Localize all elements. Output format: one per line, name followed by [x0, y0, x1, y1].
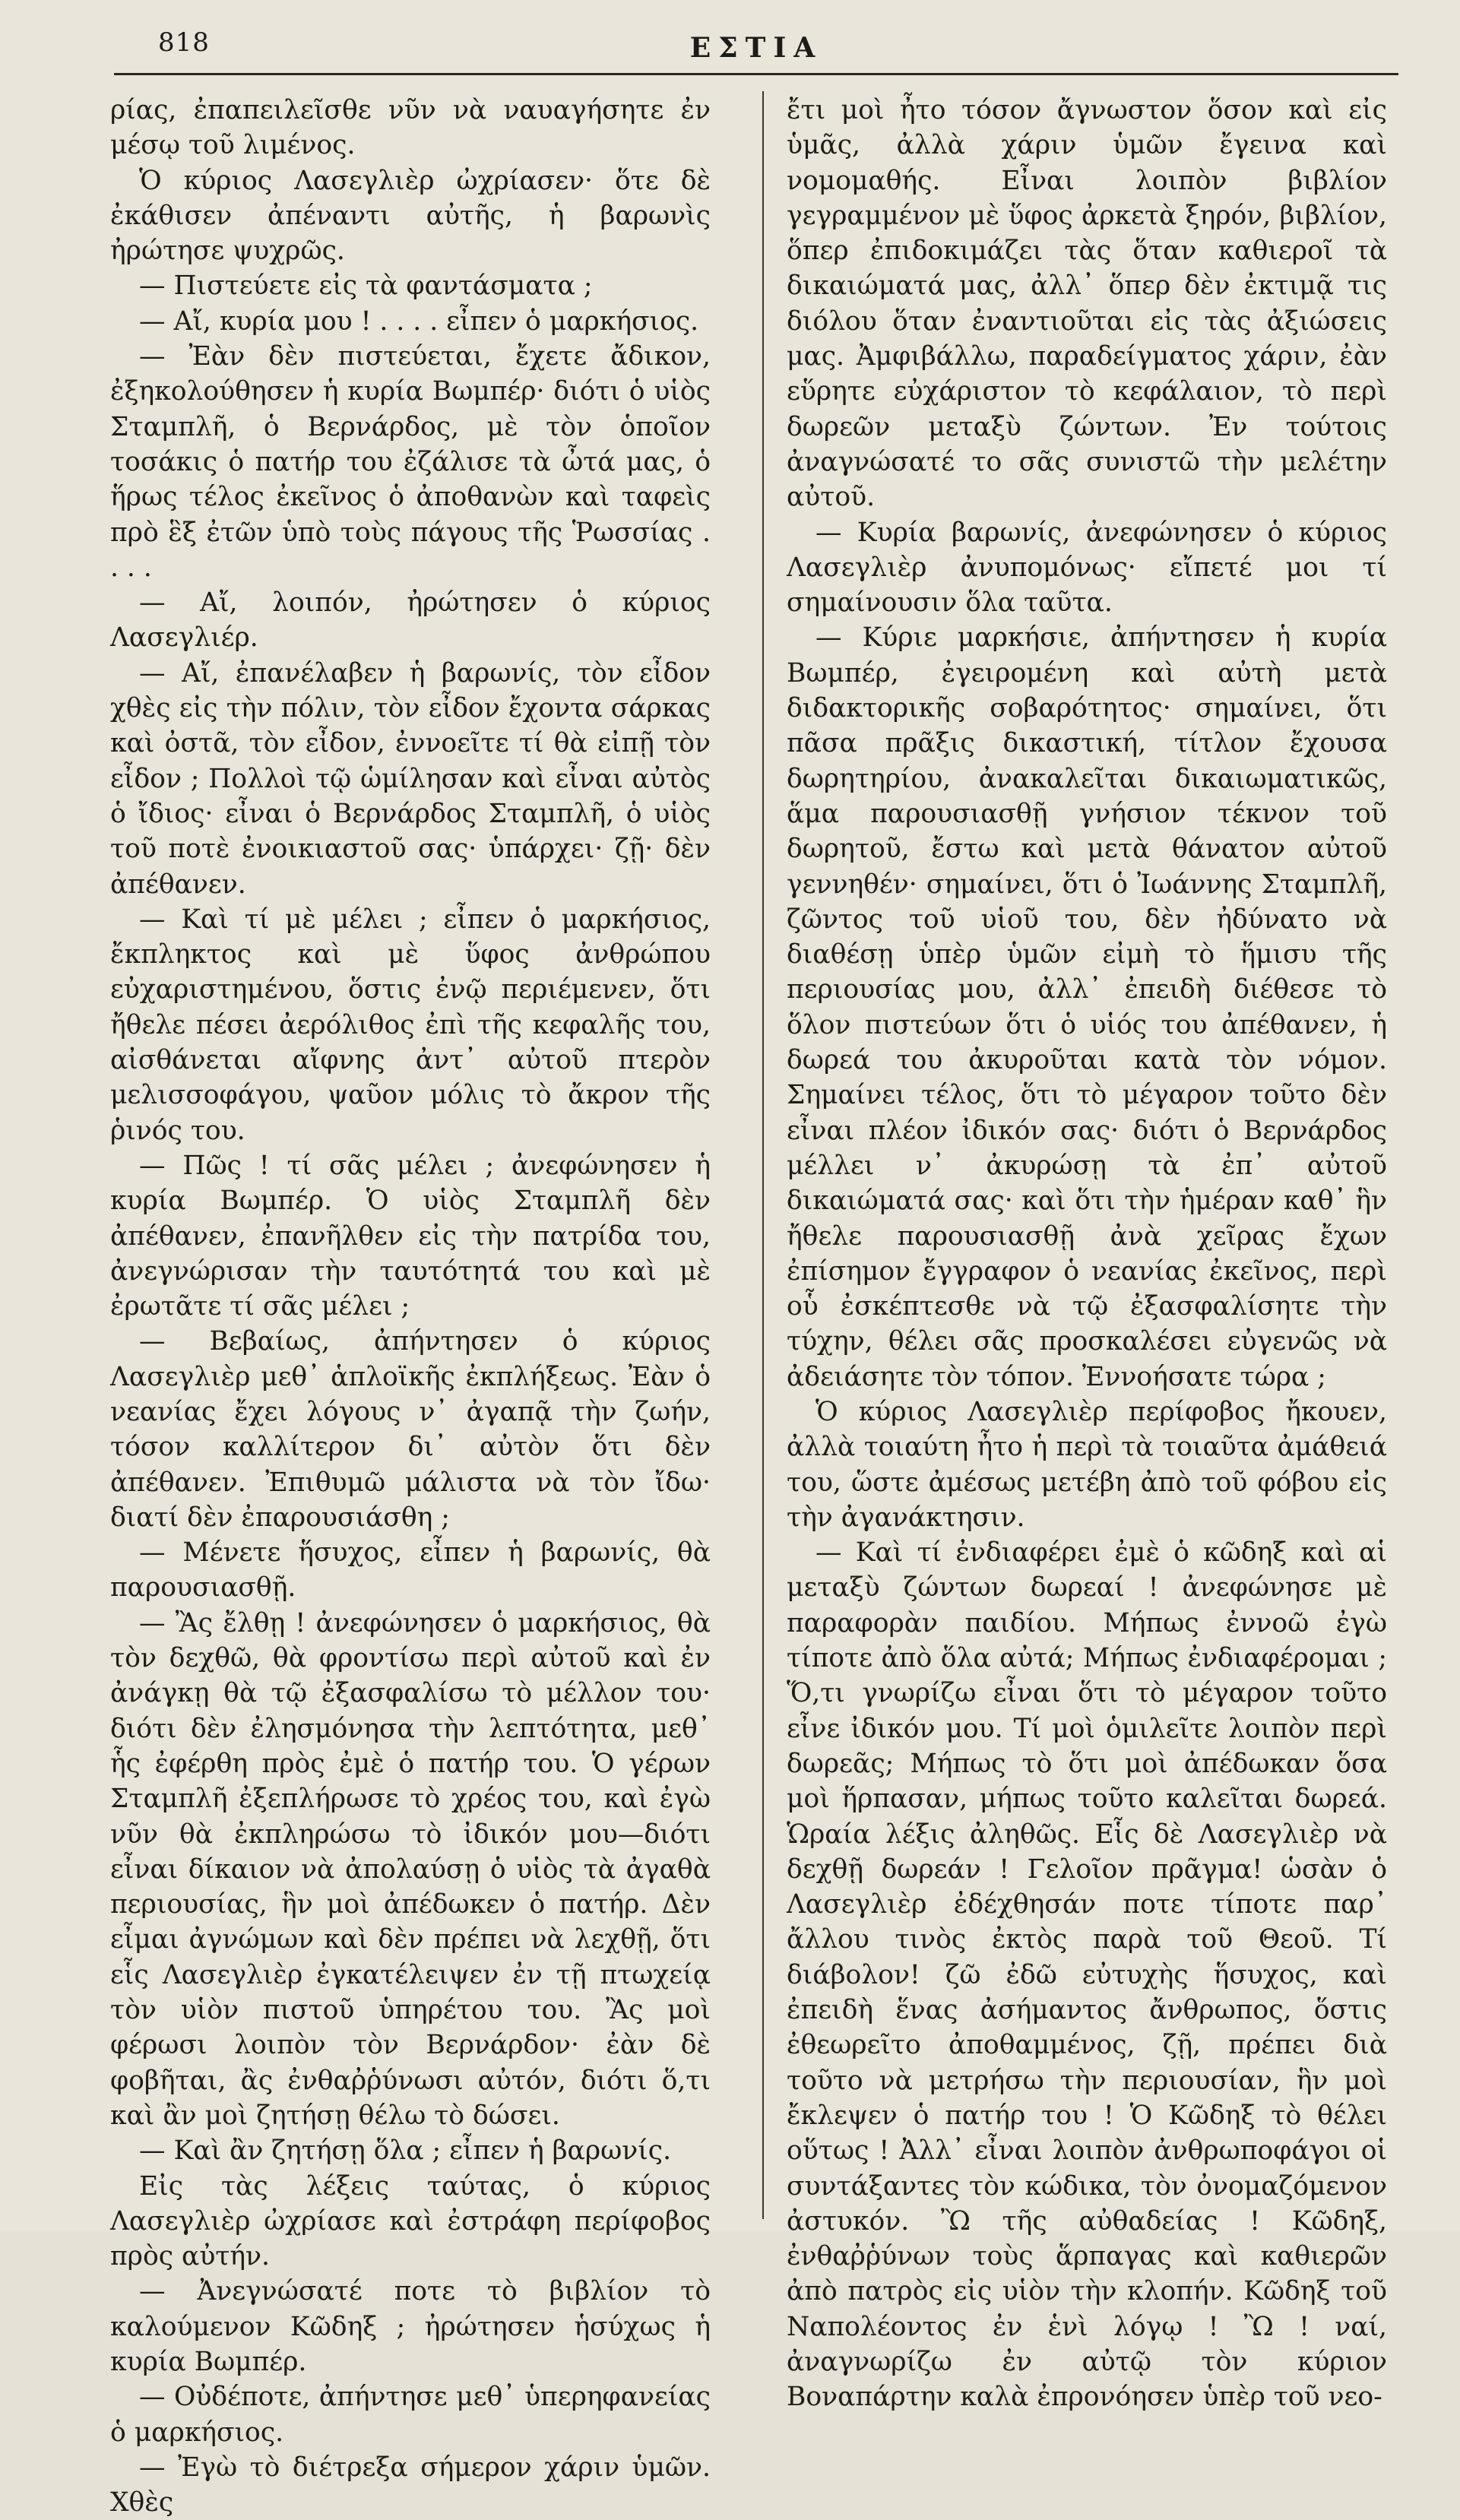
column-divider	[762, 91, 764, 2219]
paragraph: — Βεβαίως, ἀπήντησεν ὁ κύριος Λασεγλιὲρ μεθ᾽ ἁπλοϊκῆς ἐκπλήξεως. Ἐὰν ὁ νεανίας ἔχει λόγους ν᾽ ἀγαπᾷ τὴν ζωήν, τόσον καλλίτερον δι᾽ αὐτὸν ὅτι δὲν ἀπέθανεν. Ἐπιθυμῶ μάλιστα νὰ τὸν ἴδω· διατί δὲν ἐπαρουσιάσθη ;	[110, 1326, 711, 1533]
page-header	[114, 21, 1398, 74]
right-column	[787, 93, 1387, 2413]
paragraph: — Ἐὰν δὲν πιστεύεται, ἔχετε ἄδικον, ἐξηκολούθησεν ἡ κυρία Βωμπέρ· διότι ὁ υἱὸς Σταμπλῆ, ὁ Βερνάρδος, μὲ τὸν ὁποῖον τοσάκις ὁ πατήρ του ἐζάλισε τὰ ὦτά μας, ὁ ἥρως τέλος ἐκεῖνος ὁ ἀποθανὼν καὶ ταφεὶς πρὸ ἓξ ἐτῶν ὑπὸ τοὺς πάγους τῆς Ῥωσσίας . . . .	[110, 341, 711, 583]
paragraph: — Μένετε ἥσυχος, εἶπεν ἡ βαρωνίς, θὰ παρουσιασθῇ.	[110, 1537, 711, 1603]
left-column	[110, 93, 711, 2518]
page-number: 818	[158, 27, 210, 58]
paragraph: Ὁ κύριος Λασεγλιὲρ ὠχρίασεν· ὅτε δὲ ἐκάθισεν ἀπέναντι αὐτῆς, ἡ βαρωνὶς ἠρώτησε ψυχρῶς.	[110, 165, 711, 267]
paragraph: — Καὶ τί ἐνδιαφέρει ἐμὲ ὁ κῶδηξ καὶ αἱ μεταξὺ ζώντων δωρεαί ! ἀνεφώνησε μὲ παραφορὰν παιδίου. Μήπως ἐννοῶ ἐγὼ τίποτε ἀπὸ ὅλα αὐτά; Μήπως ἐνδιαφέρομαι ; Ὅ,τι γνωρίζω εἶναι ὅτι τὸ μέγαρον τοῦτο εἶνε ἰδικόν μου. Τί μοὶ ὁμιλεῖτε λοιπὸν περὶ δωρεᾶς; Μήπως τὸ ὅτι μοὶ ἀπέδωκαν ὅσα μοὶ ἥρπασαν, μήπως τοῦτο καλεῖται δωρεά. Ὡραία λέξις ἀληθῶς. Εἷς δὲ Λασεγλιὲρ νὰ δεχθῇ δωρεάν ! Γελοῖον πρᾶγμα! ὡσὰν ὁ Λασεγλιὲρ ἐδέχθησάν ποτε τίποτε παρ᾽ ἄλλου τινὸς ἐκτὸς παρὰ τοῦ Θεοῦ. Τί διάβολον! ζῶ ἐδῶ εὐτυχὴς ἥσυχος, καὶ ἐπειδὴ ἕνας ἀσήμαντος ἄνθρωπος, ὅστις ἐθεωρεῖτο ἀποθαμμένος, ζῇ, πρέπει διὰ τοῦτο νὰ μετρήσω τὴν περιουσίαν, ἣν μοὶ ἔκλεψεν ὁ πατήρ του ! Ὁ Κῶδηξ τὸ θέλει οὕτως ! Ἀλλ᾽ εἶναι λοιπὸν ἀνθρωποφάγοι οἱ συντάξαντες τὸν κώδικα, τὸν ὀνομαζόμενον ἀστυκόν. Ὢ τῆς αὐθαδείας ! Κῶδηξ, ἐνθαῤῥύνων τοὺς ἅρπαγας καὶ καθιερῶν ἀπὸ πατρὸς εἰς υἱὸν τὴν κλοπήν. Κῶδηξ τοῦ Ναπολέοντος ἐν ἑνὶ λόγῳ ! Ὢ ! ναί, ἀναγνωρίζω ἐν αὐτῷ τὸν κύριον Βοναπάρτην καλὰ ἐπρονόησεν ὑπὲρ τοῦ νεο-	[787, 1537, 1387, 2413]
paragraph: — Αἴ, κυρία μου ! . . . . εἶπεν ὁ μαρκήσιος.	[139, 306, 699, 337]
paragraph: ἔτι μοὶ ἦτο τόσον ἄγνωστον ὅσον καὶ εἰς ὑμᾶς, ἀλλὰ χάριν ὑμῶν ἔγεινα καὶ νομομαθής. Εἶναι λοιπὸν βιβλίον γεγραμμένον μὲ ὕφος ἀρκετὰ ξηρόν, βιβλίον, ὅπερ ἐπιδοκιμάζει τὰς ὅταν καθιεροῖ τὰ δικαιώματά μας, ἀλλ᾽ ὅπερ δὲν ἐκτιμᾷ τις διόλου ὅταν ἐναντιοῦται εἰς τὰς ἀξιώσεις μας. Ἀμφιβάλλω, παραδείγματος χάριν, ἐὰν εὕρητε εὐχάριστον τὸ κεφάλαιον, τὸ περὶ δωρεῶν μεταξὺ ζώντων. Ἐν τούτοις ἀναγνώσατέ το σᾶς συνιστῶ τὴν μελέτην αὐτοῦ.	[787, 95, 1387, 513]
paragraph: — Ἀνεγνώσατέ ποτε τὸ βιβλίον τὸ καλούμενον Κῶδηξ ; ἠρώτησεν ἡσύχως ἡ κυρία Βωμπέρ.	[110, 2276, 711, 2377]
paragraph: — Κύριε μαρκήσιε, ἀπήντησεν ἡ κυρία Βωμπέρ, ἐγειρομένη καὶ αὐτὴ μετὰ διδακτορικῆς σοβαρότητος· σημαίνει, ὅτι πᾶσα πρᾶξις δικαστική, τίτλον ἔχουσα δωρητηρίου, ἀνακαλεῖται δικαιωματικῶς, ἅμα παρουσιασθῇ γνήσιον τέκνον τοῦ δωρητοῦ, ἔστω καὶ μετὰ θάνατον αὐτοῦ γεννηθέν· σημαίνει, ὅτι ὁ Ἰωάννης Σταμπλῆ, ζῶντος τοῦ υἱοῦ του, δὲν ἠδύνατο νὰ διαθέσῃ ὑπὲρ ὑμῶν εἰμὴ τὸ ἥμισυ τῆς περιουσίας μου, ἀλλ᾽ ἐπειδὴ διέθεσε τὸ ὅλον πιστεύων ὅτι ὁ υἱός του ἀπέθανεν, ἡ δωρεά του ἀκυροῦται κατὰ τὸν νόμον. Σημαίνει τέλος, ὅτι τὸ μέγαρον τοῦτο δὲν εἶναι πλέον ἰδικόν σας· διότι ὁ Βερνάρδος μέλλει ν᾽ ἀκυρώσῃ τὰ ἐπ᾽ αὐτοῦ δικαιώματά σας· καὶ ὅτι τὴν ἡμέραν καθ᾽ ἣν ἤθελε παρουσιασθῇ ἀνὰ χεῖρας ἔχων ἐπίσημον ἔγγραφον ὁ νεανίας ἐκεῖνος, περὶ οὗ ἐσκέπτεσθε νὰ τῷ ἐξασφαλίσητε τὴν τύχην, θέλει σᾶς προσκαλέσει εὐγενῶς νὰ ἀδειάσητε τὸν τόπον. Ἐννοήσατε τώρα ;	[787, 622, 1387, 1392]
paragraph: — Κυρία βαρωνίς, ἀνεφώνησεν ὁ κύριος Λασεγλιὲρ ἀνυπομόνως· εἴπετέ μοι τί σημαίνουσιν ὅλα ταῦτα.	[787, 517, 1387, 619]
running-title: ΕΣΤΙΑ	[689, 32, 823, 64]
paragraph: — Πιστεύετε εἰς τὰ φαντάσματα ;	[139, 271, 593, 302]
paragraph: — Πῶς ! τί σᾶς μέλει ; ἀνεφώνησεν ἡ κυρία Βωμπέρ. Ὁ υἱὸς Σταμπλῆ δὲν ἀπέθανεν, ἐπανῆλθεν εἰς τὴν πατρίδα του, ἀνεγνώρισαν τὴν ταυτότητά του καὶ μὲ ἐρωτᾶτε τί σᾶς μέλει ;	[110, 1150, 711, 1322]
paragraph: — Καὶ ἂν ζητήσῃ ὅλα ; εἶπεν ἡ βαρωνίς.	[139, 2135, 672, 2167]
paragraph: — Αἴ, λοιπόν, ἠρώτησεν ὁ κύριος Λασεγλιέρ.	[110, 587, 711, 654]
paragraph: — Οὐδέποτε, ἀπήντησε μεθ᾽ ὑπερηφανείας ὁ μαρκήσιος.	[110, 2382, 711, 2448]
paragraph: Ὁ κύριος Λασεγλιὲρ περίφοβος ἤκουεν, ἀλλὰ τοιαύτη ἦτο ἡ περὶ τὰ τοιαῦτα ἀμάθειά του, ὥστε ἀμέσως μετέβη ἀπὸ τοῦ φόβου εἰς τὴν ἀγανάκτησιν.	[787, 1396, 1387, 1533]
paragraph: ρίας, ἐπαπειλεῖσθε νῦν νὰ ναυαγήσητε ἐν μέσῳ τοῦ λιμένος.	[110, 95, 711, 161]
header-rule	[114, 73, 1398, 75]
paragraph: — Ἐγὼ τὸ διέτρεξα σήμερον χάριν ὑμῶν. Χθὲς	[110, 2452, 711, 2518]
paragraph: Εἰς τὰς λέξεις ταύτας, ὁ κύριος Λασεγλιὲρ ὠχρίασε καὶ ἐστράφη περίφοβος πρὸς αὐτήν.	[110, 2170, 711, 2272]
paragraph: — Καὶ τί μὲ μέλει ; εἶπεν ὁ μαρκήσιος, ἔκπληκτος καὶ μὲ ὕφος ἀνθρώπου εὐχαριστημένου, ὅστις ἐνῷ περιέμενεν, ὅτι ἤθελε πέσει ἀερόλιθος ἐπὶ τῆς κεφαλῆς του, αἰσθάνεται αἴφνης ἀντ᾽ αὐτοῦ πτερὸν μελισσοφάγου, ψαῦον μόλις τὸ ἄκρον τῆς ῥινός του.	[110, 904, 711, 1146]
paragraph: — Ἂς ἔλθῃ ! ἀνεφώνησεν ὁ μαρκήσιος, θὰ τὸν δεχθῶ, θὰ φροντίσω περὶ αὐτοῦ καὶ ἐν ἀνάγκῃ θὰ τῷ ἐξασφαλίσω τὸ μέλλον του· διότι δὲν ἐλησμόνησα τὴν λεπτότητα, μεθ᾽ ἧς ἐφέρθη πρὸς ἐμὲ ὁ πατήρ του. Ὁ γέρων Σταμπλῆ ἐξεπλήρωσε τὸ χρέος του, καὶ ἐγὼ νῦν θὰ ἐκπληρώσω τὸ ἰδικόν μου—διότι εἶναι δίκαιον νὰ ἀπολαύσῃ ὁ υἱὸς τὰ ἀγαθὰ περιουσίας, ἣν μοὶ ἀπέδωκεν ὁ πατήρ. Δὲν εἶμαι ἀγνώμων καὶ δὲν πρέπει νὰ λεχθῇ, ὅτι εἷς Λασεγλιὲρ ἐγκατέλειψεν ἐν τῇ πτωχείᾳ τὸν υἱὸν πιστοῦ ὑπηρέτου του. Ἂς μοὶ φέρωσι λοιπὸν τὸν Βερνάρδον· ἐὰν δὲ φοβῆται, ἂς ἐνθαῤῥύνωσι αὐτόν, διότι ὅ,τι καὶ ἂν μοὶ ζητήσῃ θέλω τὸ δώσει.	[110, 1607, 711, 2131]
paragraph: — Αἴ, ἐπανέλαβεν ἡ βαρωνίς, τὸν εἶδον χθὲς εἰς τὴν πόλιν, τὸν εἶδον ἔχοντα σάρκας καὶ ὀστᾶ, τὸν εἶδον, ἐννοεῖτε τί θὰ εἰπῇ τὸν εἶδον ; Πολλοὶ τῷ ὡμίλησαν καὶ εἶναι αὐτὸς ὁ ἴδιος· εἶναι ὁ Βερνάρδος Σταμπλῆ, ὁ υἱὸς τοῦ ποτὲ ἐνοικιαστοῦ σας· ὑπάρχει· ζῇ· δὲν ἀπέθανεν.	[110, 657, 711, 900]
